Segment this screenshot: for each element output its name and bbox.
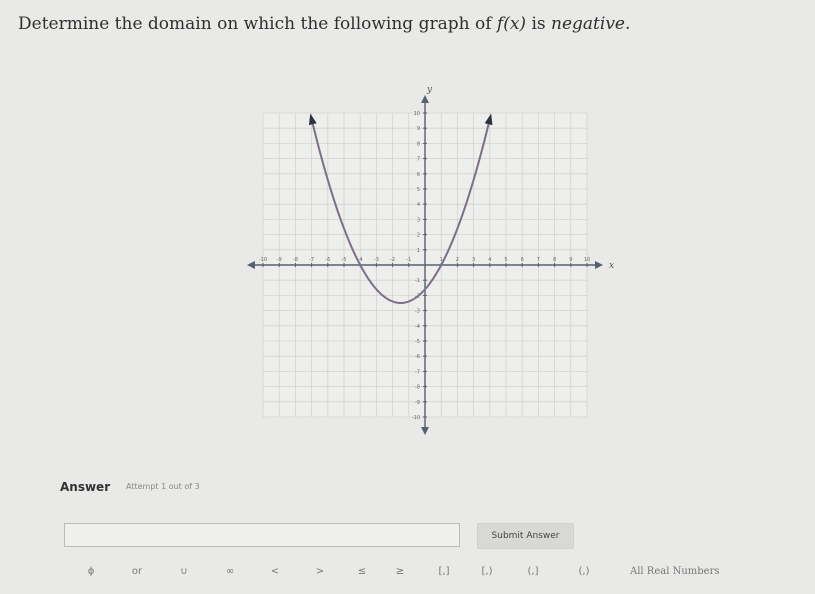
x-tick-label: -8 <box>292 257 298 263</box>
x-tick-label: -6 <box>325 257 331 263</box>
y-tick-label: 6 <box>416 171 420 178</box>
y-tick-label: 8 <box>416 141 420 148</box>
y-axis-arrow-down <box>421 427 429 435</box>
x-tick-label: 3 <box>472 257 476 263</box>
y-tick-label: -5 <box>415 339 420 345</box>
question-middle: is <box>526 14 552 34</box>
x-tick-label: -4 <box>357 257 363 263</box>
y-tick-label: 2 <box>416 232 420 239</box>
y-tick-label: -2 <box>415 293 420 300</box>
x-tick-label: -7 <box>309 257 315 263</box>
closed-open-interval-button[interactable]: [,) <box>481 566 493 577</box>
question-emphasis: negative. <box>551 14 631 34</box>
x-tick-label: -3 <box>373 257 379 263</box>
less-than-button[interactable]: < <box>270 566 280 577</box>
question-prefix: Determine the domain on which the following graph of <box>18 14 497 34</box>
y-tick-label: -1 <box>415 278 420 285</box>
or-button[interactable]: or <box>131 566 143 577</box>
y-tick-label: 10 <box>413 111 420 117</box>
y-tick-label: 9 <box>416 126 420 133</box>
y-tick-label: -7 <box>415 369 420 376</box>
less-equal-button[interactable]: ≤ <box>357 566 367 577</box>
y-tick-label: 3 <box>416 217 420 224</box>
x-tick-label: 4 <box>488 257 492 263</box>
x-tick-label: -1 <box>406 257 412 263</box>
y-tick-label: -6 <box>415 354 420 361</box>
union-button[interactable]: ∪ <box>180 566 188 577</box>
greater-equal-button[interactable]: ≥ <box>395 566 405 577</box>
greater-than-button[interactable]: > <box>315 566 325 577</box>
y-tick-label: -8 <box>415 384 420 391</box>
y-tick-label: 7 <box>416 156 420 163</box>
attempt-counter: Attempt 1 out of 3 <box>126 482 200 491</box>
all-real-numbers-button[interactable]: All Real Numbers <box>630 566 720 577</box>
x-tick-label: -2 <box>390 257 396 263</box>
open-closed-interval-button[interactable]: (,] <box>527 566 539 577</box>
answer-label: Answer <box>60 480 111 494</box>
closed-interval-button[interactable]: [,] <box>438 566 450 577</box>
x-tick-label: 1 <box>439 257 443 263</box>
x-tick-label: 5 <box>504 257 508 263</box>
x-axis-arrow-left <box>247 261 255 269</box>
empty-set-button[interactable]: ϕ <box>87 566 95 577</box>
x-tick-label: -5 <box>341 257 347 263</box>
x-axis-label: x <box>609 261 615 271</box>
x-tick-label: 2 <box>455 257 459 263</box>
x-tick-label: 7 <box>536 257 540 263</box>
open-interval-button[interactable]: (,) <box>578 566 590 577</box>
infinity-button[interactable]: ∞ <box>225 566 235 577</box>
submit-answer-button[interactable]: Submit Answer <box>477 523 574 549</box>
x-axis-arrow-right <box>595 261 603 269</box>
y-tick-label: -4 <box>415 323 420 330</box>
y-tick-label: 5 <box>416 187 420 193</box>
symbol-toolbar <box>80 562 815 584</box>
x-tick-label: 10 <box>583 257 591 263</box>
answer-input[interactable] <box>64 523 460 547</box>
y-axis-label: y <box>427 85 433 95</box>
x-tick-label: 8 <box>553 257 557 263</box>
y-tick-label: -10 <box>411 415 420 421</box>
y-tick-label: 4 <box>416 202 420 209</box>
function-name: f(x) <box>496 14 527 34</box>
y-tick-label: -3 <box>415 308 420 315</box>
x-tick-label: -9 <box>276 257 282 263</box>
x-tick-label: -10 <box>258 257 268 263</box>
y-tick-label: -9 <box>415 399 420 406</box>
x-tick-label: 6 <box>520 257 524 263</box>
y-axis-arrow-up <box>421 95 429 103</box>
x-tick-label: 9 <box>569 257 573 263</box>
y-tick-label: 1 <box>416 247 420 254</box>
